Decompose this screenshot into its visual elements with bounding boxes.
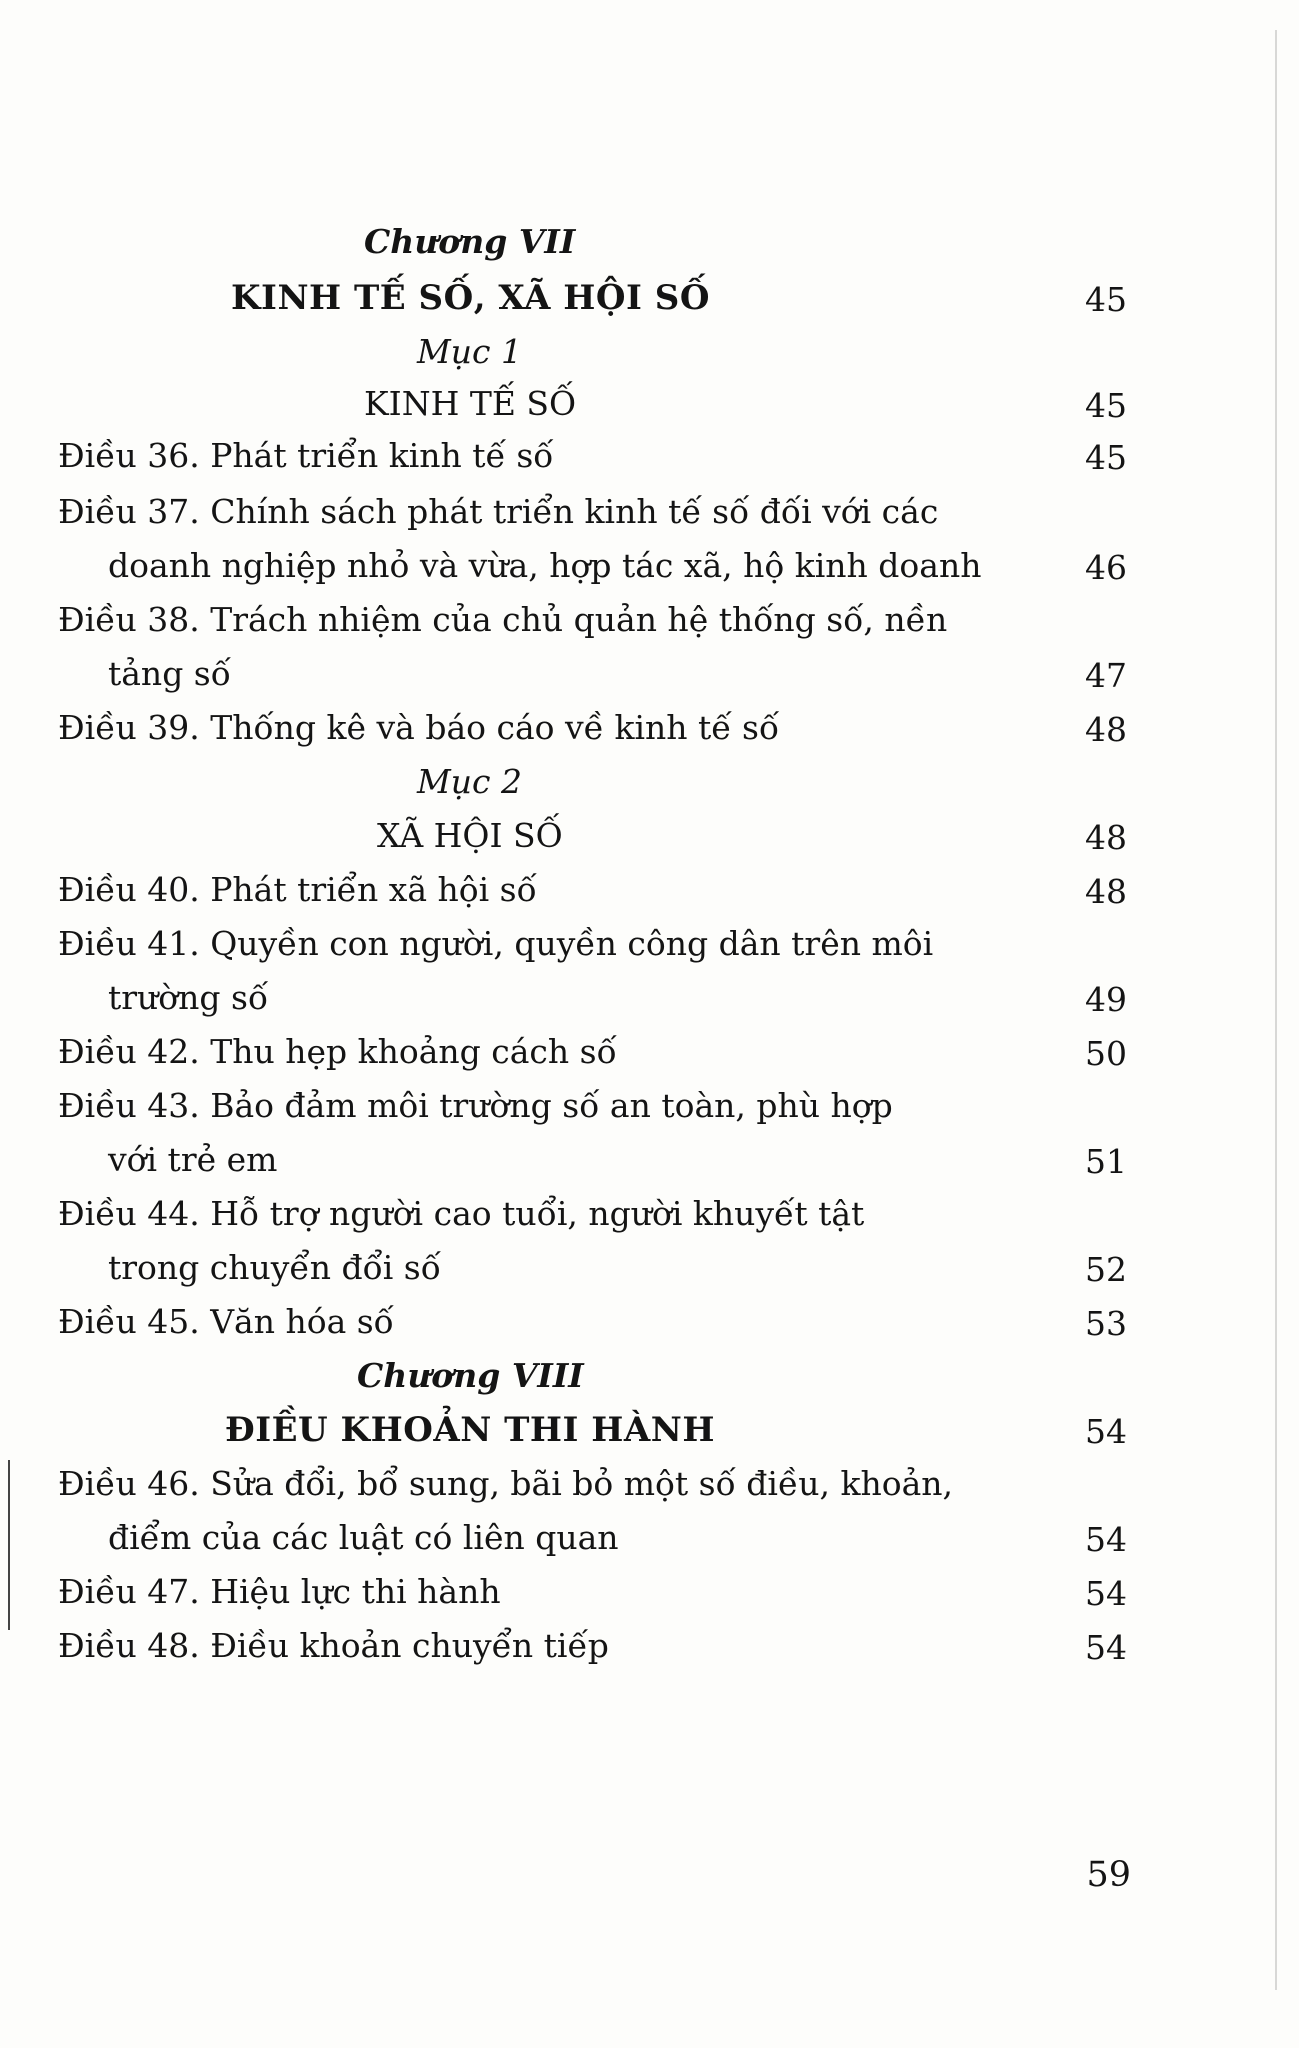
toc-page-number: 51 xyxy=(1085,1142,1127,1181)
toc-entry: Điều 42. Thu hẹp khoảng cách số xyxy=(58,1032,617,1071)
toc-entry: Điều 48. Điều khoản chuyển tiếp xyxy=(58,1626,609,1665)
toc-entry: Điều 41. Quyền con người, quyền công dân trên môi xyxy=(58,924,934,963)
toc-page-number: 54 xyxy=(1085,1412,1127,1451)
toc-page-number: 45 xyxy=(1085,438,1127,477)
section-title: XÃ HỘI SỐ xyxy=(377,816,563,855)
section-label: Mục 1 xyxy=(417,332,523,371)
toc-page-number: 48 xyxy=(1085,818,1127,857)
toc-page-number: 45 xyxy=(1085,280,1127,319)
page-number: 59 xyxy=(1086,1855,1131,1895)
toc-entry-continuation: trong chuyển đổi số xyxy=(108,1248,441,1287)
toc-entry: Điều 40. Phát triển xã hội số xyxy=(58,870,537,909)
toc-page-number: 47 xyxy=(1085,656,1127,695)
toc-entry: Điều 46. Sửa đổi, bổ sung, bãi bỏ một số điều, khoản, xyxy=(58,1464,954,1503)
toc-entry: Điều 39. Thống kê và báo cáo về kinh tế số xyxy=(58,708,780,747)
toc-entry-continuation: tảng số xyxy=(108,654,231,693)
toc-page-number: 54 xyxy=(1085,1574,1127,1613)
binding-mark xyxy=(8,1460,10,1630)
chapter-title: KINH TẾ SỐ, XÃ HỘI SỐ xyxy=(231,278,710,318)
toc-entry: Điều 43. Bảo đảm môi trường số an toàn, phù hợp xyxy=(58,1086,893,1125)
page-edge-line xyxy=(1275,30,1277,1990)
toc-entry-continuation: trường số xyxy=(108,978,269,1017)
toc-page-number: 46 xyxy=(1085,548,1127,587)
chapter-title: ĐIỀU KHOẢN THI HÀNH xyxy=(225,1410,715,1450)
toc-page-number: 49 xyxy=(1085,980,1127,1019)
toc-page-number: 53 xyxy=(1085,1304,1127,1343)
toc-entry-continuation: doanh nghiệp nhỏ và vừa, hợp tác xã, hộ kinh doanh xyxy=(108,546,982,585)
toc-entry: Điều 44. Hỗ trợ người cao tuổi, người khuyết tật xyxy=(58,1194,865,1233)
toc-entry: Điều 45. Văn hóa số xyxy=(58,1302,394,1341)
section-title: KINH TẾ SỐ xyxy=(364,384,577,423)
toc-page-number: 48 xyxy=(1085,872,1127,911)
chapter-label: Chương VII xyxy=(364,222,576,261)
toc-entry: Điều 36. Phát triển kinh tế số xyxy=(58,436,554,475)
toc-page-number: 54 xyxy=(1085,1628,1127,1667)
toc-entry-continuation: với trẻ em xyxy=(108,1140,278,1179)
toc-page-number: 45 xyxy=(1085,386,1127,425)
toc-page-number: 50 xyxy=(1085,1034,1127,1073)
toc-page-number: 48 xyxy=(1085,710,1127,749)
toc-entry: Điều 38. Trách nhiệm của chủ quản hệ thống số, nền xyxy=(58,600,948,639)
section-label: Mục 2 xyxy=(417,762,523,801)
toc-entry-continuation: điểm của các luật có liên quan xyxy=(108,1518,619,1557)
toc-entry: Điều 37. Chính sách phát triển kinh tế số đối với các xyxy=(58,492,939,531)
toc-page-number: 54 xyxy=(1085,1520,1127,1559)
toc-page-number: 52 xyxy=(1085,1250,1127,1289)
chapter-label: Chương VIII xyxy=(357,1356,584,1395)
toc-entry: Điều 47. Hiệu lực thi hành xyxy=(58,1572,501,1611)
